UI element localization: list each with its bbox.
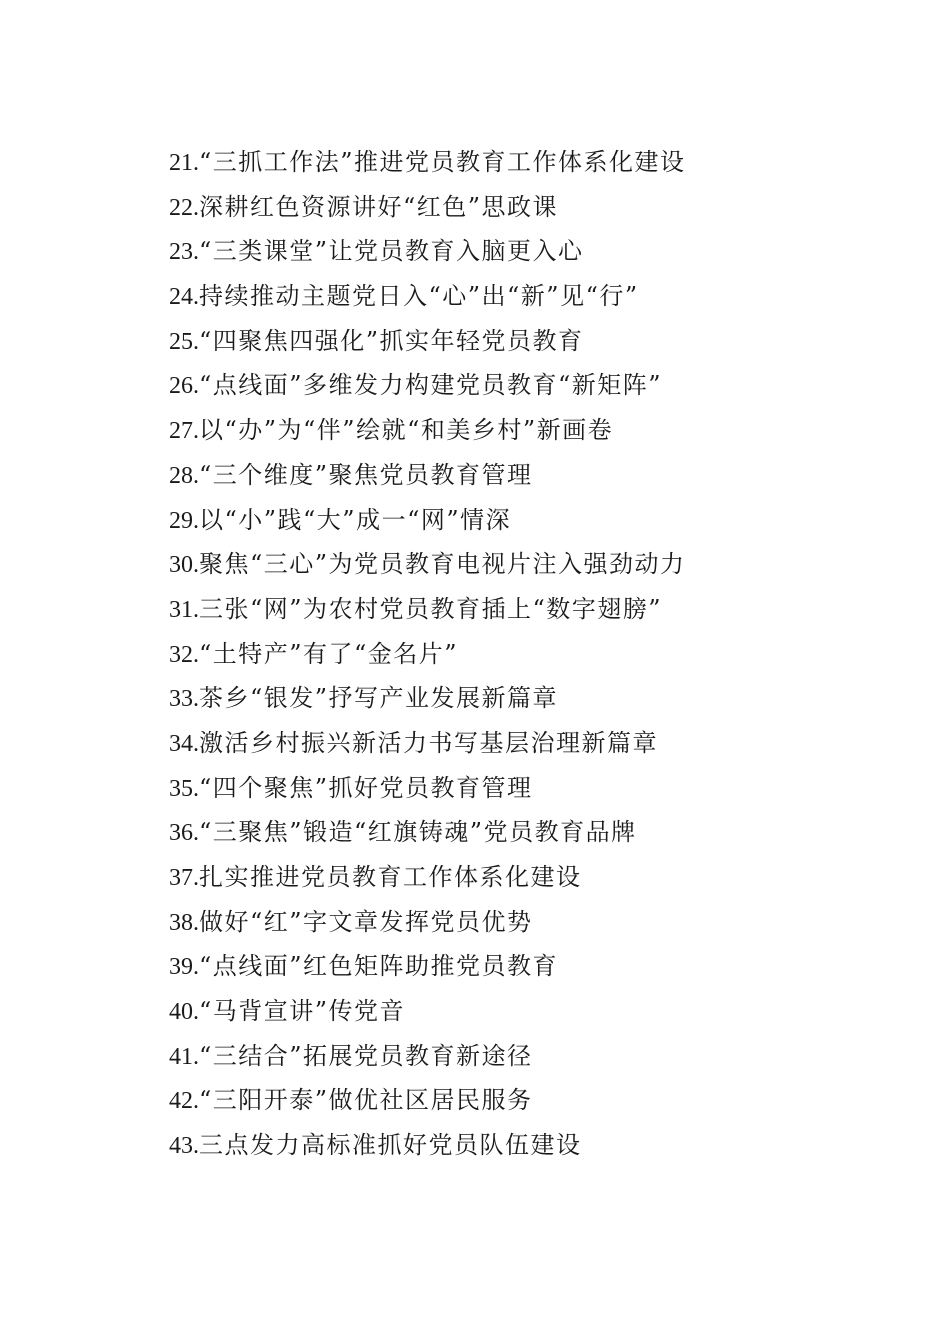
item-text: 扎实推进党员教育工作体系化建设 — [199, 863, 582, 891]
item-text: 做好“红”字文章发挥党员优势 — [199, 907, 533, 936]
item-number: 42. — [169, 1088, 199, 1115]
list-item — [169, 363, 909, 408]
item-number: 40. — [169, 999, 199, 1026]
item-text: 以“办”为“伴”绘就“和美乡村”新画卷 — [199, 416, 614, 445]
list-item — [169, 900, 909, 945]
item-number: 32. — [169, 641, 199, 668]
item-text: “三类课堂”让党员教育入脑更入心 — [199, 237, 584, 266]
item-text: 以“小”践“大”成一“网”情深 — [199, 505, 512, 534]
item-number: 36. — [169, 820, 199, 847]
item-number: 30. — [169, 552, 199, 579]
item-text: 聚焦“三心”为党员教育电视片注入强劲动力 — [199, 550, 686, 579]
item-text: “三结合”拓展党员教育新途径 — [199, 1041, 533, 1070]
list-item — [169, 1078, 909, 1123]
list-item — [169, 498, 909, 543]
list-item — [169, 185, 909, 230]
list-item — [169, 453, 909, 498]
list-item — [169, 319, 909, 364]
list-item — [169, 542, 909, 587]
item-number: 21. — [169, 150, 199, 176]
item-number: 35. — [169, 775, 199, 802]
item-text: “三个维度”聚焦党员教育管理 — [199, 460, 533, 489]
item-text: “三阳开泰”做优社区居民服务 — [199, 1086, 533, 1115]
list-item — [169, 229, 909, 274]
item-number: 31. — [169, 596, 199, 623]
item-text: 三点发力高标准抓好党员队伍建设 — [199, 1131, 582, 1160]
item-text: “三聚焦”锻造“红旗铸魂”党员教育品牌 — [199, 818, 637, 847]
list-item — [169, 408, 909, 453]
list-item — [169, 989, 909, 1034]
item-text: “四个聚焦”抓好党员教育管理 — [199, 773, 533, 802]
list-item — [169, 274, 909, 319]
item-text: “点线面”多维发力构建党员教育“新矩阵” — [199, 371, 663, 400]
item-number: 22. — [169, 194, 199, 221]
list-item — [169, 766, 909, 811]
item-number: 39. — [169, 954, 199, 981]
item-text: 深耕红色资源讲好“红色”思政课 — [199, 192, 559, 221]
title-list — [169, 140, 909, 1168]
list-item — [169, 140, 909, 185]
item-number: 25. — [169, 328, 199, 355]
item-text: “土特产”有了“金名片” — [199, 639, 459, 668]
list-item — [169, 632, 909, 677]
list-item — [169, 676, 909, 721]
item-number: 33. — [169, 686, 199, 713]
list-item — [169, 1034, 909, 1079]
item-number: 27. — [169, 418, 199, 445]
item-text: 激活乡村振兴新活力书写基层治理新篇章 — [199, 728, 658, 757]
item-text: “四聚焦四强化”抓实年轻党员教育 — [199, 326, 584, 355]
list-item — [169, 721, 909, 766]
item-number: 41. — [169, 1043, 199, 1070]
list-item — [169, 855, 909, 900]
item-number: 43. — [169, 1133, 199, 1160]
item-text: “马背宣讲”传党音 — [199, 997, 406, 1026]
item-text: “三抓工作法”推进党员教育工作体系化建设 — [199, 148, 686, 176]
list-item — [169, 587, 909, 632]
list-item — [169, 944, 909, 989]
item-text: “点线面”红色矩阵助推党员教育 — [199, 952, 559, 981]
item-text: 茶乡“银发”抒写产业发展新篇章 — [199, 684, 559, 713]
item-number: 37. — [169, 865, 199, 891]
list-item — [169, 1123, 909, 1168]
item-text: 持续推动主题党日入“心”出“新”见“行” — [199, 282, 639, 311]
item-text: 三张“网”为农村党员教育插上“数字翅膀” — [199, 594, 663, 623]
item-number: 23. — [169, 239, 199, 266]
item-number: 26. — [169, 373, 199, 400]
item-number: 28. — [169, 462, 199, 489]
item-number: 34. — [169, 730, 199, 757]
item-number: 29. — [169, 507, 199, 534]
list-item — [169, 810, 909, 855]
item-number: 24. — [169, 284, 199, 311]
item-number: 38. — [169, 909, 199, 936]
